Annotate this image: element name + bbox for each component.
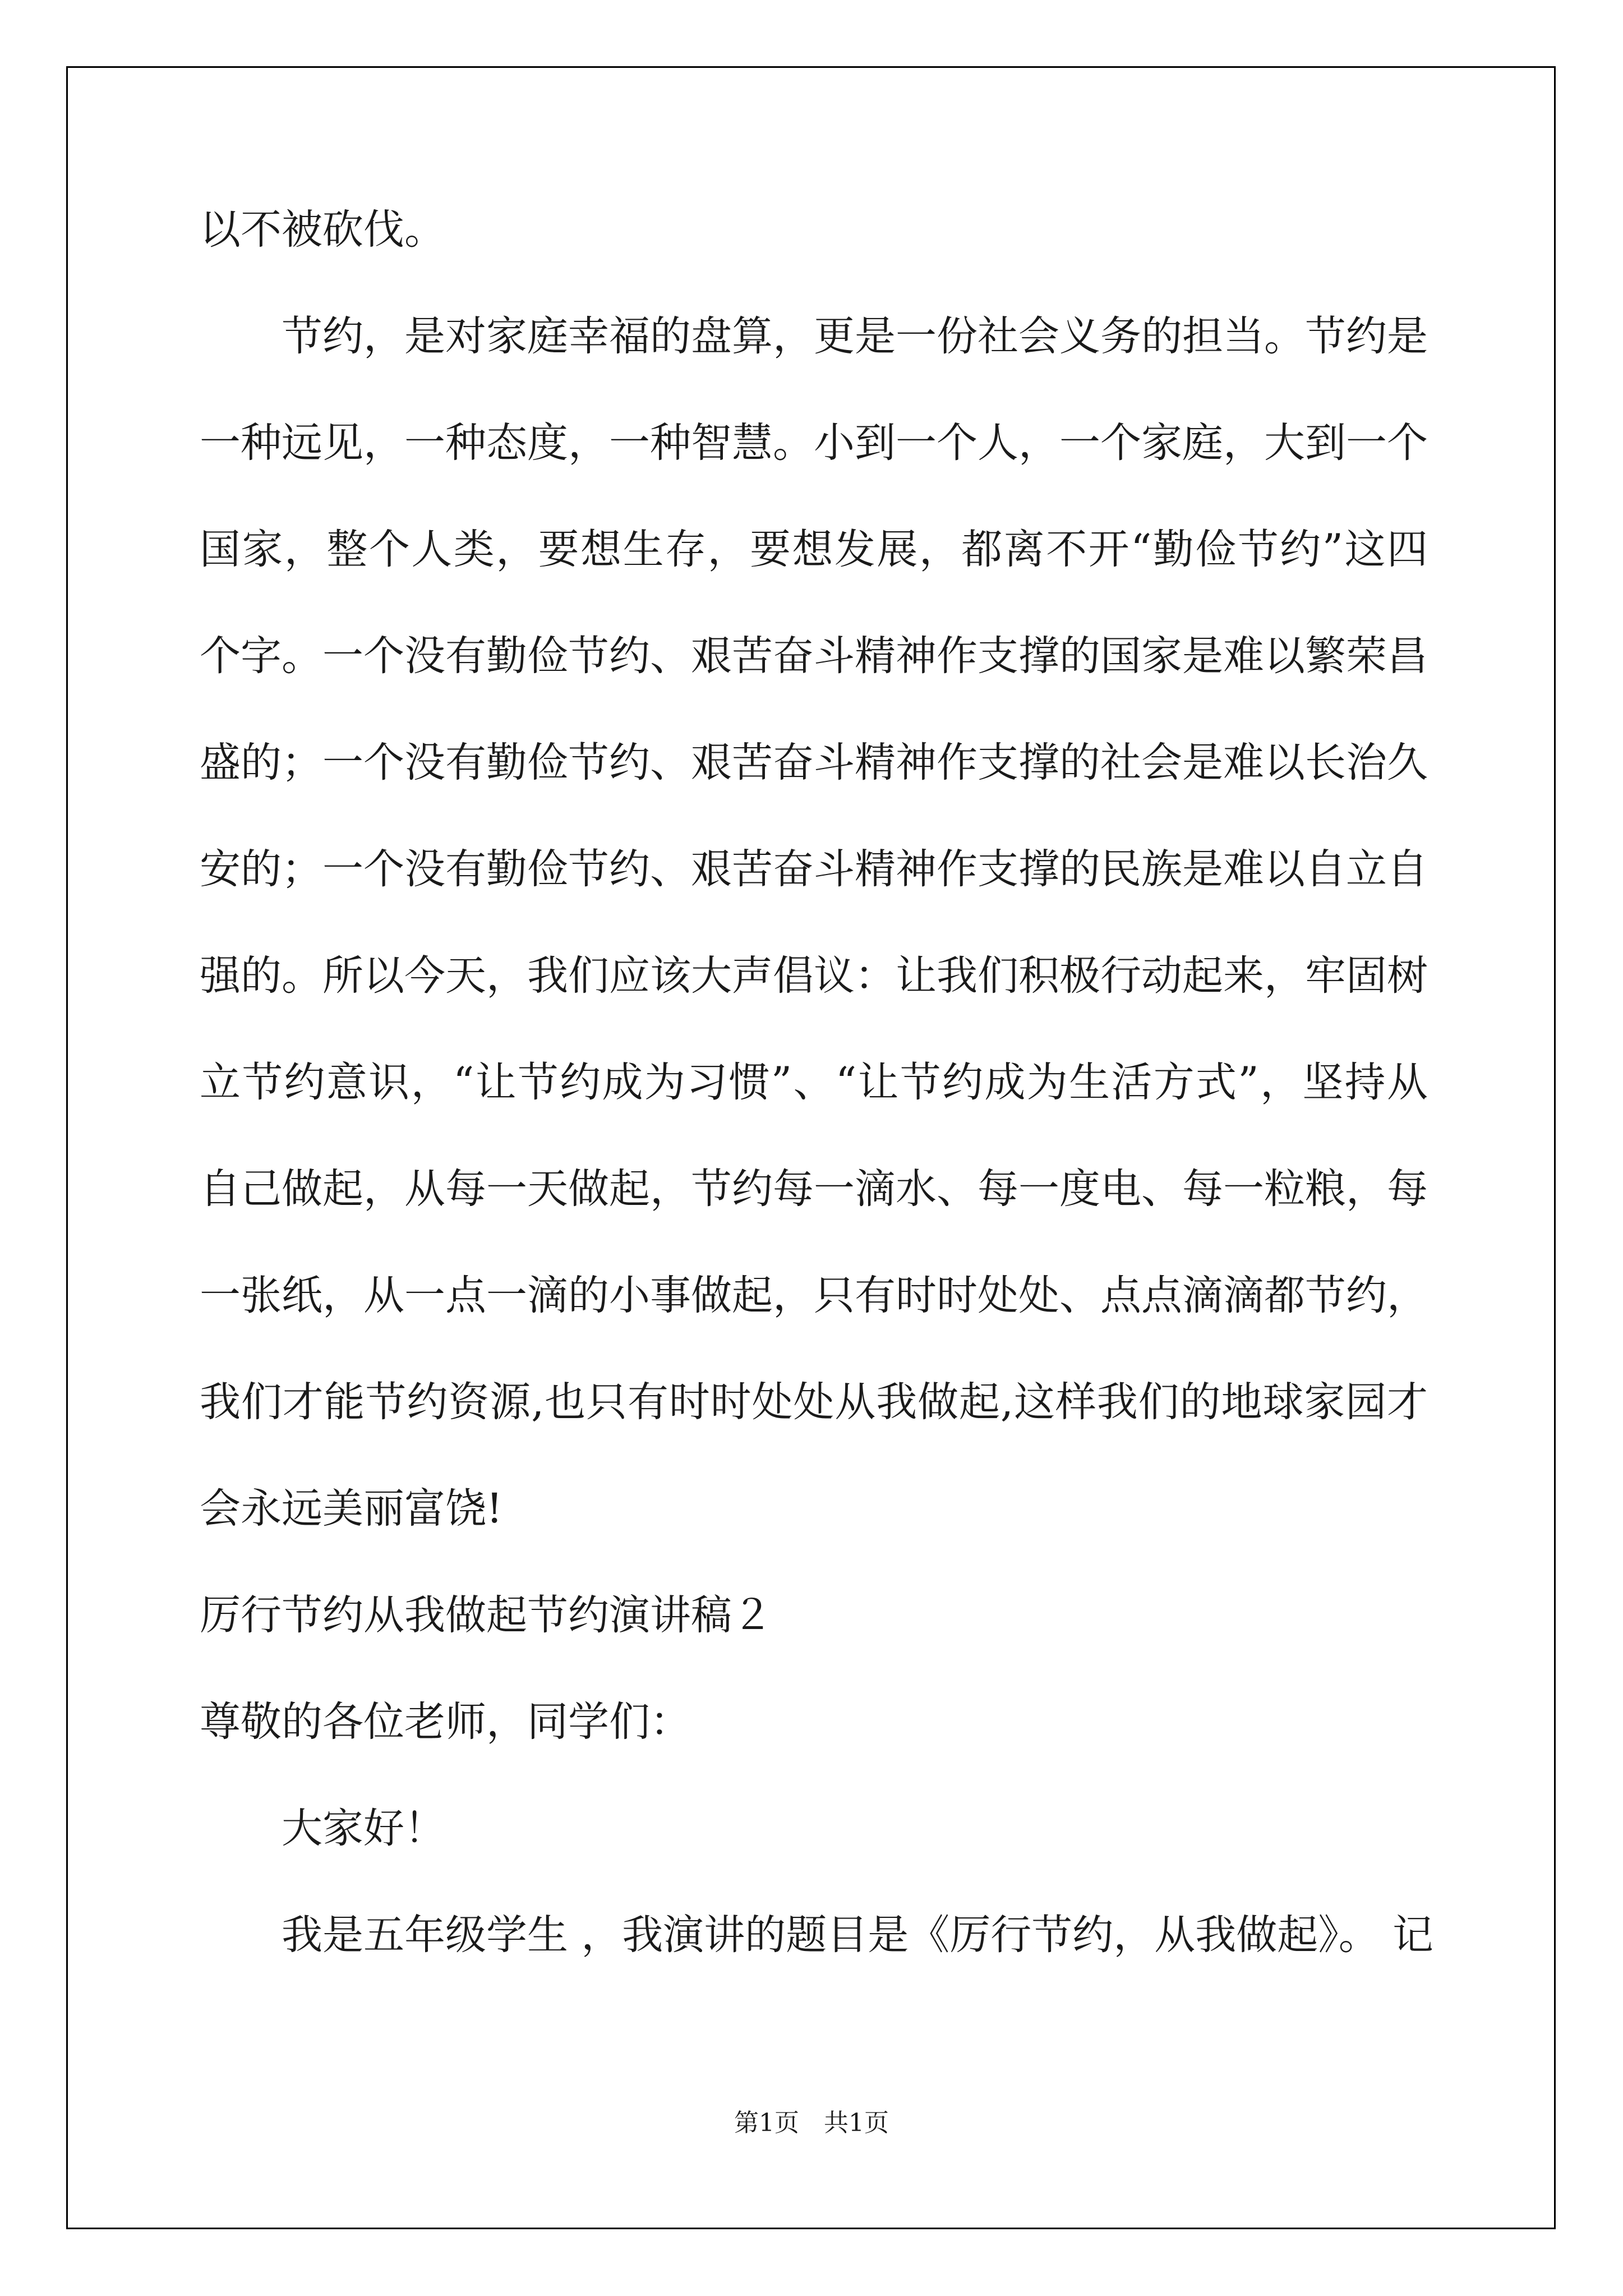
page-number-total: 共1页 [824,2109,889,2137]
page-border [66,66,1556,2229]
greeting: 大家好！ [282,1805,445,1852]
salutation: 尊敬的各位老师，同学们： [200,1698,691,1746]
text-line: 安的；一个没有勤俭节约、艰苦奋斗精神作支撑的民族是难以自立自 [200,845,1428,893]
text-line: 盛的；一个没有勤俭节约、艰苦奋斗精神作支撑的社会是难以长治久 [200,739,1428,786]
section-heading: 厉行节约从我做起节约演讲稿２ [200,1591,773,1639]
text-line: 自己做起，从每一天做起，节约每一滴水、每一度电、每一粒粮，每 [200,1165,1428,1213]
text-line: 我是五年级学生 ，我演讲的题目是《厉行节约，从我做起》。 记 [282,1911,1433,1959]
text-line: 会永远美丽富饶! [200,1485,503,1533]
text-line: 我们才能节约资源,也只有时时处处从我做起,这样我们的地球家园才 [200,1378,1428,1426]
text-line: 以不被砍伐。 [200,206,445,254]
text-line: 立节约意识，“让节约成为习惯”、“让节约成为生活方式”，坚持从 [200,1059,1428,1106]
text-line: 个字。一个没有勤俭节约、艰苦奋斗精神作支撑的国家是难以繁荣昌 [200,632,1428,680]
page-number-current: 第1页 [734,2109,799,2137]
page-footer [0,2102,1623,2138]
text-line: 一张纸，从一点一滴的小事做起，只有时时处处、点点滴滴都节约， [200,1272,1428,1319]
text-line: 一种远见，一种态度，一种智慧。小到一个人，一个家庭，大到一个 [200,419,1428,467]
text-line: 强的。所以今天，我们应该大声倡议：让我们积极行动起来，牢固树 [200,952,1428,1000]
text-line: 节约，是对家庭幸福的盘算，更是一份社会义务的担当。节约是 [282,312,1428,360]
text-line: 国家，整个人类，要想生存，要想发展，都离不开“勤俭节约”这四 [200,526,1428,573]
